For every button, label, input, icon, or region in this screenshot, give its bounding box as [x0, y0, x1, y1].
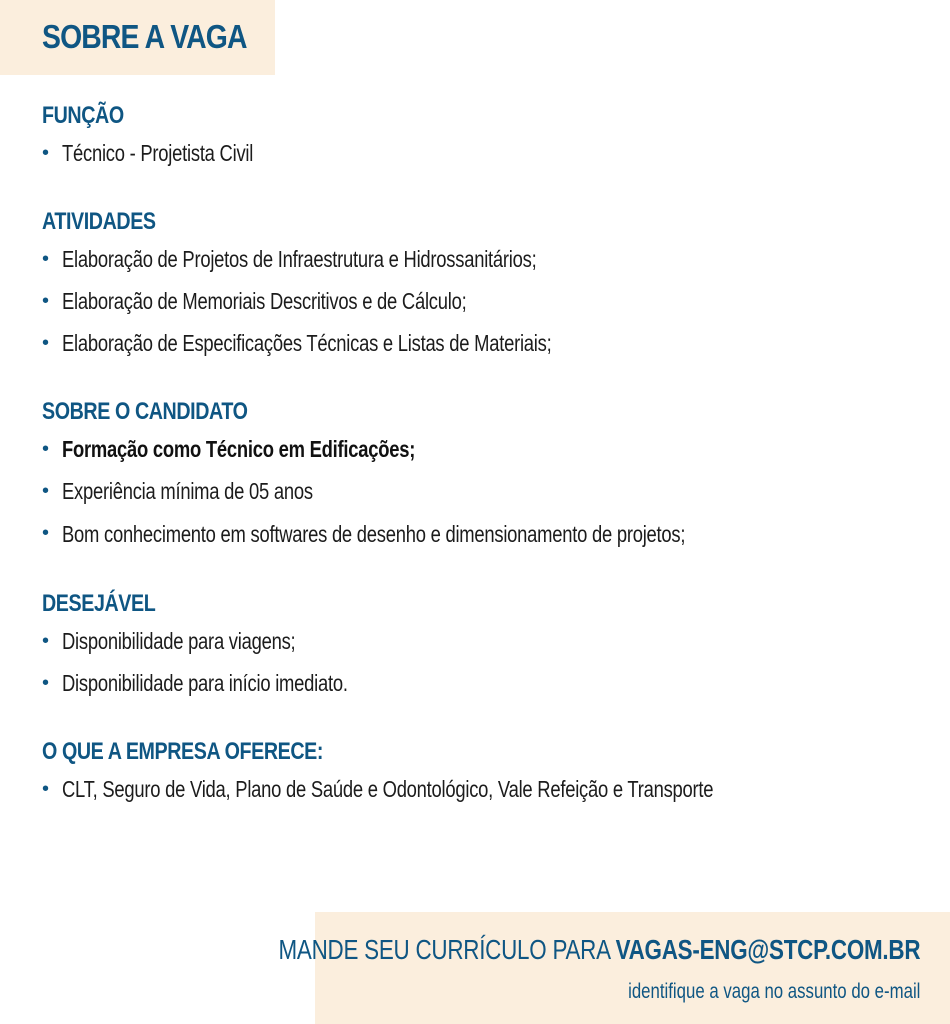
- email-link[interactable]: VAGAS-ENG@STCP.COM.BR: [615, 934, 920, 965]
- list-item: [42, 322, 902, 364]
- list-item-text: Elaboração de Projetos de Infraestrutura e Hidrossanitários;: [62, 246, 537, 272]
- footer-cta: [278, 934, 920, 966]
- footer-note: identifique a vaga no assunto do e-mail: [627, 980, 920, 1003]
- bullet-icon: •: [42, 630, 49, 652]
- bullet-icon: •: [42, 778, 49, 800]
- list-item: [42, 470, 902, 512]
- bullet-icon: •: [42, 480, 49, 502]
- header-box: [0, 0, 275, 75]
- page-title: SOBRE A VAGA: [42, 18, 247, 55]
- list-item-text: Experiência mínima de 05 anos: [62, 478, 313, 504]
- list-item-text: Disponibilidade para viagens;: [62, 628, 296, 654]
- list-item-text: Técnico - Projetista Civil: [62, 140, 254, 166]
- list-item-text: Disponibilidade para início imediato.: [62, 670, 348, 696]
- list-item: [42, 768, 902, 810]
- section-title-oferece: O QUE A EMPRESA OFERECE:: [42, 738, 324, 765]
- job-content: [42, 100, 902, 842]
- section-funcao: [42, 100, 902, 174]
- bullet-icon: •: [42, 672, 49, 694]
- bullet-icon: •: [42, 248, 49, 270]
- list-item-text: Bom conhecimento em softwares de desenho e dimensionamento de projetos;: [62, 521, 686, 547]
- bullet-icon: •: [42, 438, 49, 460]
- section-atividades: [42, 206, 902, 364]
- list-atividades: [42, 238, 902, 364]
- list-item: [42, 512, 902, 556]
- footer-box: [278, 912, 950, 1024]
- section-title-atividades: ATIVIDADES: [42, 208, 156, 235]
- bullet-icon: •: [42, 522, 49, 544]
- list-oferece: [42, 768, 902, 810]
- bullet-icon: •: [42, 142, 49, 164]
- list-item-text: Elaboração de Memoriais Descritivos e de Cálculo;: [62, 288, 467, 314]
- list-funcao: [42, 132, 902, 174]
- list-item-text: CLT, Seguro de Vida, Plano de Saúde e Odontológico, Vale Refeição e Transporte: [62, 776, 714, 802]
- list-item: [42, 620, 902, 662]
- footer-cta-prefix: MANDE SEU CURRÍCULO PARA: [278, 934, 616, 965]
- list-item: [42, 280, 902, 322]
- section-desejavel: [42, 588, 902, 704]
- section-title-funcao: FUNÇÃO: [42, 102, 124, 129]
- list-item: [42, 238, 902, 280]
- bullet-icon: •: [42, 332, 49, 354]
- section-title-candidato: SOBRE O CANDIDATO: [42, 398, 248, 425]
- list-desejavel: [42, 620, 902, 704]
- list-candidato: [42, 428, 902, 556]
- list-item-text: Elaboração de Especificações Técnicas e Listas de Materiais;: [62, 330, 552, 356]
- list-item: [42, 132, 902, 174]
- section-oferece: [42, 736, 902, 810]
- section-candidato: [42, 396, 902, 556]
- list-item: [42, 428, 902, 470]
- list-item-text: Formação como Técnico em Edificações;: [62, 436, 416, 462]
- list-item: [42, 662, 902, 704]
- bullet-icon: •: [42, 290, 49, 312]
- section-title-desejavel: DESEJÁVEL: [42, 590, 156, 617]
